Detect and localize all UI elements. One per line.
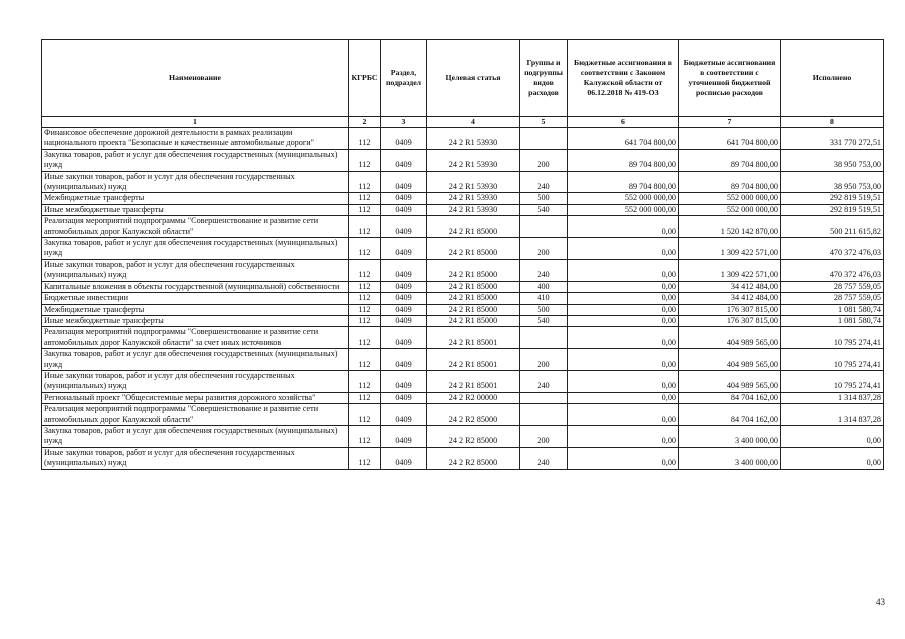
row-assign-law: 0,00 xyxy=(568,404,679,426)
table-row xyxy=(42,447,884,469)
row-target: 24 2 R1 53930 xyxy=(427,128,520,150)
row-assign-updated: 34 412 484,00 xyxy=(679,281,781,292)
column-numbers-row xyxy=(42,117,884,128)
row-target: 24 2 R1 85000 xyxy=(427,259,520,281)
row-kgrbs: 112 xyxy=(349,425,381,447)
row-section: 0409 xyxy=(381,425,427,447)
row-assign-updated: 84 704 162,00 xyxy=(679,404,781,426)
row-assign-law: 0,00 xyxy=(568,304,679,315)
column-number: 6 xyxy=(568,117,679,128)
header-target: Целевая статья xyxy=(427,40,520,117)
table-row xyxy=(42,315,884,326)
row-section: 0409 xyxy=(381,216,427,238)
row-section: 0409 xyxy=(381,349,427,371)
row-executed: 10 795 274,41 xyxy=(781,327,884,349)
row-section: 0409 xyxy=(381,315,427,326)
column-number: 1 xyxy=(42,117,349,128)
row-kgrbs: 112 xyxy=(349,304,381,315)
table-row xyxy=(42,128,884,150)
column-number: 5 xyxy=(520,117,568,128)
row-assign-updated: 552 000 000,00 xyxy=(679,204,781,215)
row-executed: 0,00 xyxy=(781,425,884,447)
row-executed: 292 819 519,51 xyxy=(781,204,884,215)
table-row xyxy=(42,304,884,315)
row-name: Бюджетные инвестиции xyxy=(42,293,349,304)
row-assign-updated: 404 989 565,00 xyxy=(679,370,781,392)
column-number: 3 xyxy=(381,117,427,128)
row-section: 0409 xyxy=(381,193,427,204)
row-group: 240 xyxy=(520,447,568,469)
table-row xyxy=(42,281,884,292)
row-assign-updated: 404 989 565,00 xyxy=(679,349,781,371)
budget-table xyxy=(41,39,884,470)
row-section: 0409 xyxy=(381,293,427,304)
row-target: 24 2 R1 85000 xyxy=(427,315,520,326)
row-assign-updated: 1 309 422 571,00 xyxy=(679,259,781,281)
row-group xyxy=(520,404,568,426)
row-group: 240 xyxy=(520,370,568,392)
page-number: 43 xyxy=(876,597,885,607)
row-target: 24 2 R1 53930 xyxy=(427,149,520,171)
table-row xyxy=(42,327,884,349)
row-executed: 470 372 476,03 xyxy=(781,238,884,260)
header-kgrbs: КГРБС xyxy=(349,40,381,117)
row-target: 24 2 R1 85001 xyxy=(427,349,520,371)
row-target: 24 2 R1 53930 xyxy=(427,193,520,204)
row-section: 0409 xyxy=(381,281,427,292)
row-group xyxy=(520,327,568,349)
column-number: 8 xyxy=(781,117,884,128)
row-name: Закупка товаров, работ и услуг для обеспечения государственных (муниципальных) нужд xyxy=(42,425,349,447)
row-executed: 10 795 274,41 xyxy=(781,349,884,371)
table-row xyxy=(42,171,884,193)
row-target: 24 2 R1 53930 xyxy=(427,171,520,193)
row-assign-updated: 176 307 815,00 xyxy=(679,304,781,315)
row-target: 24 2 R1 85000 xyxy=(427,238,520,260)
row-name: Иные закупки товаров, работ и услуг для обеспечения государственных (муниципальных) нужд xyxy=(42,259,349,281)
row-assign-updated: 1 309 422 571,00 xyxy=(679,238,781,260)
table-row xyxy=(42,149,884,171)
column-number: 7 xyxy=(679,117,781,128)
row-section: 0409 xyxy=(381,327,427,349)
column-number: 2 xyxy=(349,117,381,128)
row-name: Межбюджетные трансферты xyxy=(42,304,349,315)
header-name: Наименование xyxy=(42,40,349,117)
row-target: 24 2 R1 85001 xyxy=(427,327,520,349)
row-assign-law: 0,00 xyxy=(568,392,679,403)
row-executed: 28 757 559,05 xyxy=(781,281,884,292)
row-section: 0409 xyxy=(381,204,427,215)
row-kgrbs: 112 xyxy=(349,216,381,238)
row-name: Региональный проект "Общесистемные меры развития дорожного хозяйства" xyxy=(42,392,349,403)
row-kgrbs: 112 xyxy=(349,281,381,292)
row-kgrbs: 112 xyxy=(349,370,381,392)
row-name: Иные межбюджетные трансферты xyxy=(42,204,349,215)
row-assign-law: 89 704 800,00 xyxy=(568,149,679,171)
row-section: 0409 xyxy=(381,238,427,260)
row-assign-updated: 641 704 800,00 xyxy=(679,128,781,150)
row-assign-law: 0,00 xyxy=(568,259,679,281)
row-assign-updated: 1 520 142 870,00 xyxy=(679,216,781,238)
row-executed: 10 795 274,41 xyxy=(781,370,884,392)
row-group: 500 xyxy=(520,304,568,315)
row-group: 200 xyxy=(520,149,568,171)
column-number: 4 xyxy=(427,117,520,128)
row-section: 0409 xyxy=(381,128,427,150)
row-target: 24 2 R1 85000 xyxy=(427,281,520,292)
row-assign-updated: 176 307 815,00 xyxy=(679,315,781,326)
row-section: 0409 xyxy=(381,171,427,193)
row-assign-updated: 34 412 484,00 xyxy=(679,293,781,304)
row-kgrbs: 112 xyxy=(349,392,381,403)
row-target: 24 2 R2 85000 xyxy=(427,425,520,447)
table-row xyxy=(42,392,884,403)
table-row xyxy=(42,370,884,392)
row-section: 0409 xyxy=(381,304,427,315)
row-kgrbs: 112 xyxy=(349,293,381,304)
row-assign-updated: 3 400 000,00 xyxy=(679,447,781,469)
row-assign-law: 641 704 800,00 xyxy=(568,128,679,150)
row-executed: 1 314 837,28 xyxy=(781,392,884,403)
row-assign-law: 0,00 xyxy=(568,293,679,304)
row-executed: 1 081 580,74 xyxy=(781,315,884,326)
row-assign-updated: 552 000 000,00 xyxy=(679,193,781,204)
row-group: 240 xyxy=(520,259,568,281)
row-group: 200 xyxy=(520,349,568,371)
row-section: 0409 xyxy=(381,370,427,392)
table-row xyxy=(42,204,884,215)
table-row xyxy=(42,404,884,426)
header-row xyxy=(42,40,884,117)
row-group: 200 xyxy=(520,238,568,260)
row-group: 400 xyxy=(520,281,568,292)
row-section: 0409 xyxy=(381,259,427,281)
row-assign-law: 0,00 xyxy=(568,281,679,292)
row-assign-law: 0,00 xyxy=(568,216,679,238)
row-assign-law: 552 000 000,00 xyxy=(568,193,679,204)
row-assign-law: 0,00 xyxy=(568,425,679,447)
row-executed: 1 081 580,74 xyxy=(781,304,884,315)
row-name: Закупка товаров, работ и услуг для обеспечения государственных (муниципальных) нужд xyxy=(42,238,349,260)
row-kgrbs: 112 xyxy=(349,404,381,426)
row-kgrbs: 112 xyxy=(349,447,381,469)
row-name: Реализация мероприятий подпрограммы "Совершенствование и развитие сети автомобильных дорог Калужской области" xyxy=(42,404,349,426)
header-section: Раздел, подраздел xyxy=(381,40,427,117)
row-assign-law: 0,00 xyxy=(568,327,679,349)
row-group: 240 xyxy=(520,171,568,193)
row-executed: 28 757 559,05 xyxy=(781,293,884,304)
row-executed: 500 211 615,82 xyxy=(781,216,884,238)
row-group xyxy=(520,392,568,403)
row-group: 410 xyxy=(520,293,568,304)
row-section: 0409 xyxy=(381,392,427,403)
row-kgrbs: 112 xyxy=(349,193,381,204)
table-row xyxy=(42,259,884,281)
row-assign-law: 552 000 000,00 xyxy=(568,204,679,215)
table-row xyxy=(42,193,884,204)
row-kgrbs: 112 xyxy=(349,315,381,326)
row-kgrbs: 112 xyxy=(349,171,381,193)
row-target: 24 2 R2 00000 xyxy=(427,392,520,403)
header-groups: Группы и подгруппы видов расходов xyxy=(520,40,568,117)
row-target: 24 2 R1 53930 xyxy=(427,204,520,215)
row-target: 24 2 R1 85000 xyxy=(427,304,520,315)
row-name: Иные закупки товаров, работ и услуг для обеспечения государственных (муниципальных) нужд xyxy=(42,370,349,392)
row-assign-law: 0,00 xyxy=(568,349,679,371)
row-name: Капитальные вложения в объекты государственной (муниципальной) собственности xyxy=(42,281,349,292)
row-group: 540 xyxy=(520,315,568,326)
row-section: 0409 xyxy=(381,404,427,426)
row-assign-law: 0,00 xyxy=(568,447,679,469)
row-executed: 470 372 476,03 xyxy=(781,259,884,281)
row-kgrbs: 112 xyxy=(349,349,381,371)
row-kgrbs: 112 xyxy=(349,149,381,171)
row-target: 24 2 R1 85000 xyxy=(427,293,520,304)
row-target: 24 2 R1 85000 xyxy=(427,216,520,238)
row-executed: 38 950 753,00 xyxy=(781,171,884,193)
row-assign-updated: 84 704 162,00 xyxy=(679,392,781,403)
row-name: Реализация мероприятий подпрограммы "Совершенствование и развитие сети автомобильных дорог Калужской области" за счет иных источников xyxy=(42,327,349,349)
header-executed: Исполнено xyxy=(781,40,884,117)
row-name: Межбюджетные трансферты xyxy=(42,193,349,204)
header-assign-law: Бюджетные ассигнования в соответствии с Законом Калужской области от 06.12.2018 № 419-ОЗ xyxy=(568,40,679,117)
header-assign-updated: Бюджетные ассигнования в соответствии с уточненной бюджетной росписью расходов xyxy=(679,40,781,117)
row-assign-updated: 89 704 800,00 xyxy=(679,171,781,193)
row-kgrbs: 112 xyxy=(349,128,381,150)
row-assign-updated: 3 400 000,00 xyxy=(679,425,781,447)
row-executed: 1 314 837,28 xyxy=(781,404,884,426)
table-row xyxy=(42,349,884,371)
row-name: Иные межбюджетные трансферты xyxy=(42,315,349,326)
row-group: 200 xyxy=(520,425,568,447)
row-name: Закупка товаров, работ и услуг для обеспечения государственных (муниципальных) нужд xyxy=(42,149,349,171)
row-executed: 0,00 xyxy=(781,447,884,469)
row-section: 0409 xyxy=(381,149,427,171)
row-name: Закупка товаров, работ и услуг для обеспечения государственных (муниципальных) нужд xyxy=(42,349,349,371)
row-executed: 331 770 272,51 xyxy=(781,128,884,150)
row-name: Иные закупки товаров, работ и услуг для обеспечения государственных (муниципальных) нужд xyxy=(42,447,349,469)
row-assign-updated: 89 704 800,00 xyxy=(679,149,781,171)
row-group: 540 xyxy=(520,204,568,215)
table-row xyxy=(42,293,884,304)
row-group: 500 xyxy=(520,193,568,204)
row-section: 0409 xyxy=(381,447,427,469)
row-kgrbs: 112 xyxy=(349,238,381,260)
row-name: Реализация мероприятий подпрограммы "Совершенствование и развитие сети автомобильных дорог Калужской области" xyxy=(42,216,349,238)
row-kgrbs: 112 xyxy=(349,204,381,215)
row-kgrbs: 112 xyxy=(349,327,381,349)
row-assign-law: 0,00 xyxy=(568,370,679,392)
table-row xyxy=(42,425,884,447)
row-name: Финансовое обеспечение дорожной деятельности в рамках реализации национального проекта "Безопасные и качественные автомобильные дороги" xyxy=(42,128,349,150)
row-assign-law: 0,00 xyxy=(568,315,679,326)
row-kgrbs: 112 xyxy=(349,259,381,281)
row-executed: 292 819 519,51 xyxy=(781,193,884,204)
table-row xyxy=(42,238,884,260)
row-executed: 38 950 753,00 xyxy=(781,149,884,171)
row-group xyxy=(520,128,568,150)
row-name: Иные закупки товаров, работ и услуг для обеспечения государственных (муниципальных) нужд xyxy=(42,171,349,193)
row-target: 24 2 R2 85000 xyxy=(427,404,520,426)
row-target: 24 2 R2 85000 xyxy=(427,447,520,469)
row-target: 24 2 R1 85001 xyxy=(427,370,520,392)
row-assign-law: 0,00 xyxy=(568,238,679,260)
row-assign-updated: 404 989 565,00 xyxy=(679,327,781,349)
table-row xyxy=(42,216,884,238)
row-assign-law: 89 704 800,00 xyxy=(568,171,679,193)
row-group xyxy=(520,216,568,238)
